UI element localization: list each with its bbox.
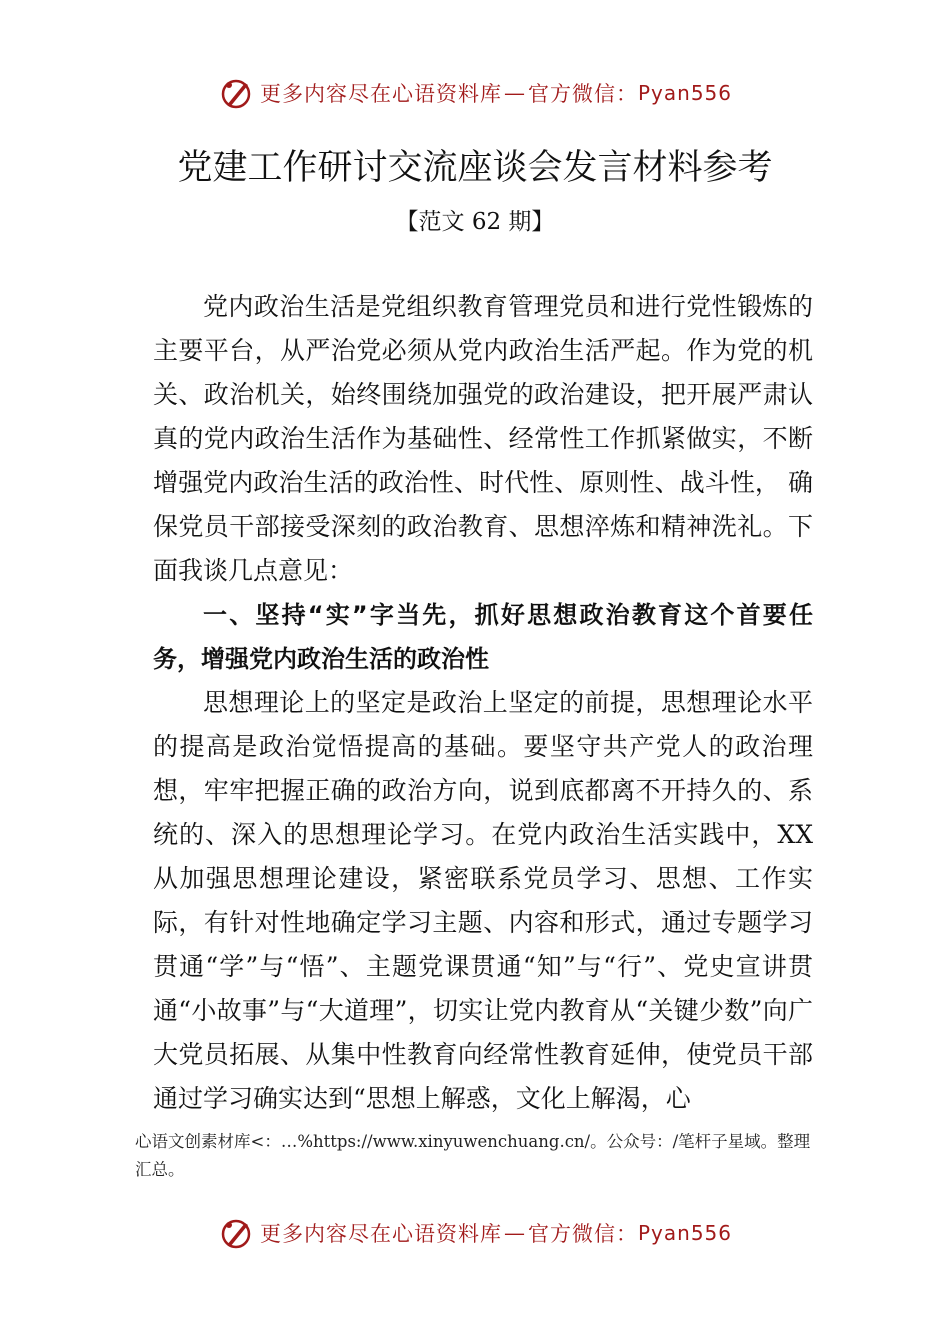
banner-wechat-id: Pyan556 (637, 81, 732, 105)
footer-source-note: 心语文创素材库<：…%https://www.xinyuwenchuang.cn/。公众号：/笔杆子星域。整理汇总。 (135, 1132, 811, 1179)
document-subtitle: 【范文 62 期】 (395, 209, 555, 235)
banner-text: 更多内容尽在心语资料库 (259, 82, 502, 106)
banner-separator: — (503, 81, 526, 105)
banner-wechat-id: Pyan556 (637, 1221, 732, 1245)
footer-banner (0, 1211, 950, 1255)
banner-label: 官方微信： (527, 1222, 638, 1246)
header-banner (0, 71, 950, 115)
banner-text: 更多内容尽在心语资料库 (259, 1222, 502, 1246)
paragraph-intro: 党内政治生活是党组织教育管理党员和进行党性锻炼的主要平台，从严治党必须从党内政治生活严起。作为党的机关、政治机关，始终围绕加强党的政治建设，把开展严肃认真的党内政治生活作为基础性、经常性工作抓紧做实，不断增强党内政治生活的政治性、时代性、原则性、战斗性， 确保党员干部接受深刻的政治教育、思想淬炼和精神洗礼。下面我谈几点意见： (153, 292, 813, 585)
document-title: 党建工作研讨交流座谈会发言材料参考 (177, 148, 773, 188)
document-body (153, 285, 813, 1121)
banner-separator: — (503, 1221, 526, 1245)
paragraph-section-1: 思想理论上的坚定是政治上坚定的前提，思想理论水平的提高是政治觉悟提高的基础。要坚守共产党人的政治理想，牢牢把握正确的政治方向，说到底都离不开持久的、系统的、深入的思想理论学习。在党内政治生活实践中，XX从加强思想理论建设，紧密联系党员学习、思想、工作实际，有针对性地确定学习主题、内容和形式，通过专题学习贯通“学”与“悟”、主题党课贯通“知”与“行”、党史宣讲贯通“小故事”与“大道理”，切实让党内教育从“关键少数”向广大党员拓展、从集中性教育向经常性教育延伸，使党员干部通过学习确实达到“思想上解惑，文化上解渴，心 (153, 688, 813, 1113)
pen-circle-icon (218, 75, 254, 111)
pen-circle-icon (218, 1215, 254, 1251)
banner-label: 官方微信： (527, 82, 638, 106)
section-heading-1: 一、坚持“实”字当先，抓好思想政治教育这个首要任 务，增强党内政治生活的政治性 (153, 601, 813, 673)
